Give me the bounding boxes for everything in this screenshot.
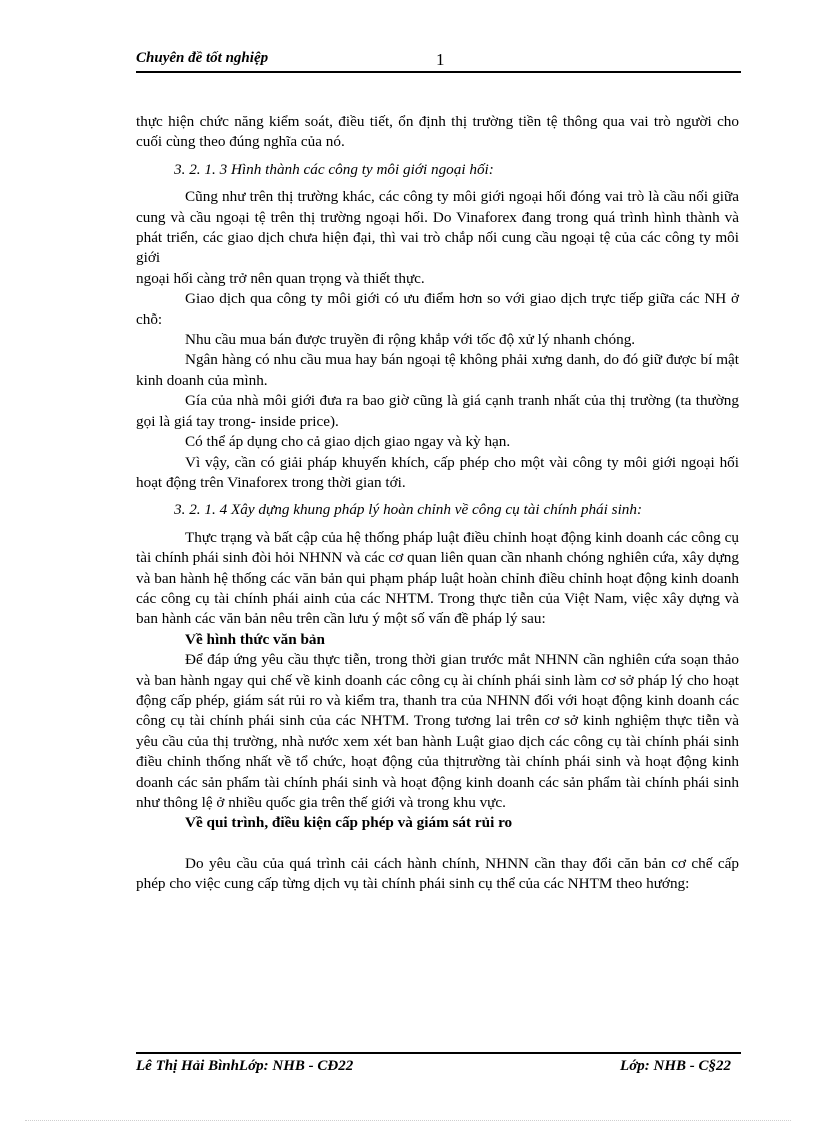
paragraph: Vì vậy, cần có giải pháp khuyến khích, cấp phép cho một vài công ty môi giới ngoại hối hoạt động trên Vinaforex trong thời gian tới. [136, 453, 739, 491]
document-body [136, 112, 739, 895]
paragraph: Do yêu cầu của quá trình cải cách hành chính, NHNN cần thay đổi căn bản cơ chế cấp phép cho việc cung cấp từng dịch vụ tài chính phái sinh cụ thể của các NHTM theo hướng: [136, 854, 739, 893]
page-footer [136, 1058, 741, 1078]
subheading-licensing-process: Về qui trình, điều kiện cấp phép và giám sát rủi ro [185, 814, 513, 832]
page-header [136, 48, 741, 70]
paragraph: Nhu cầu mua bán được truyền đi rộng khắp với tốc độ xử lý nhanh chóng. [185, 331, 636, 349]
header-title: Chuyên đề tốt nghiệp [136, 50, 269, 66]
header-divider [136, 71, 741, 73]
section-heading-3-2-1-4: 3. 2. 1. 4 Xây dựng khung pháp lý hoàn chỉnh về công cụ tài chính phái sinh: [174, 501, 643, 519]
paragraph: Gía của nhà môi giới đưa ra bao giờ cũng là giá cạnh tranh nhất của thị trường (ta thường gọi là giá tay trong- inside price). [136, 392, 739, 430]
paragraph: ngoại hối càng trở nên quan trọng và thiết thực. [136, 269, 425, 287]
footer-author-class: Lê Thị Hải BìnhLớp: NHB - CĐ22 [136, 1058, 354, 1074]
paragraph: Để đáp ứng yêu cầu thực tiễn, trong thời gian trước mắt NHNN cần nghiên cứa soạn thảo và ban hành ngay qui chế về kinh doanh các công cụ ài chính phái sinh làm cơ sở pháp lý cho hoạt động cấp phép, giám sát rủi ro và kiểm tra, thanh tra của NHNN đối với hoạt động kinh doanh các công cụ tài chính phái sinh của các NHTM. Trong tương lai trên cơ sở kinh nghiệm thực tiễn và yêu cầu của thị trường, nhà nước xem xét ban hành Luật giao dịch các công cụ tài chính phái sinh điều chỉnh thống nhất về tổ chức, hoạt động của thịtrường tài chính phái sinh và hoạt động kinh doanh các sản phẩm tài chính phái sinh và hoạt động kinh doanh các sản phẩm tài chính phái sinh như thông lệ ở nhiều quốc gia trên thế giới và trong khu vực. [136, 651, 739, 811]
paragraph: Ngân hàng có nhu cầu mua hay bán ngoại tệ không phải xưng danh, do đó giữ được bí mật kinh doanh của mình. [136, 351, 739, 389]
page-number: 1 [436, 50, 445, 69]
paragraph: Cũng như trên thị trường khác, các công ty môi giới ngoại hối đóng vai trò là cầu nối giữa cung và cầu ngoại tệ trên thị trường ngoại hối. Do Vinaforex đang trong quá trình hình thành và phát triển, các giao dịch chưa hiện đại, thì vai trò chắp nối cung cầu ngoại tệ của các công ty môi giới [136, 188, 739, 267]
paragraph: Thực trạng và bất cập của hệ thống pháp luật điều chỉnh hoạt động kinh doanh các công cụ tài chính phái sinh đòi hỏi NHNN và các cơ quan liên quan cần nhanh chóng nghiên cứa, xây dựng và ban hành hệ thống các văn bản qui phạm pháp luật hoàn chỉnh điều chỉnh hoạt động kinh doanh các công cụ tài chính phái ainh của các NHTM. Trong thực tiễn của Việt Nam, việc xây dựng và ban hành các văn bản nêu trên cần lưu ý một số vấn đề pháp lý sau: [136, 528, 739, 628]
footer-divider [136, 1052, 741, 1054]
subheading-form-of-documents: Về hình thức văn bản [185, 630, 325, 648]
paragraph: thực hiện chức năng kiểm soát, điều tiết, ổn định thị trường tiền tệ thông qua vai trò người cho cuối cùng theo đúng nghĩa của nó. [136, 113, 739, 151]
footer-class: Lớp: NHB - C§22 [620, 1058, 731, 1074]
paragraph: Giao dịch qua công ty môi giới có ưu điểm hơn so với giao dịch trực tiếp giữa các NH ở chỗ: [136, 290, 739, 328]
paragraph: Có thể áp dụng cho cả giao dịch giao ngay và kỳ hạn. [185, 433, 511, 451]
page-bottom-border [25, 1120, 791, 1121]
section-heading-3-2-1-3: 3. 2. 1. 3 Hình thành các công ty môi giới ngoại hối: [174, 160, 494, 178]
